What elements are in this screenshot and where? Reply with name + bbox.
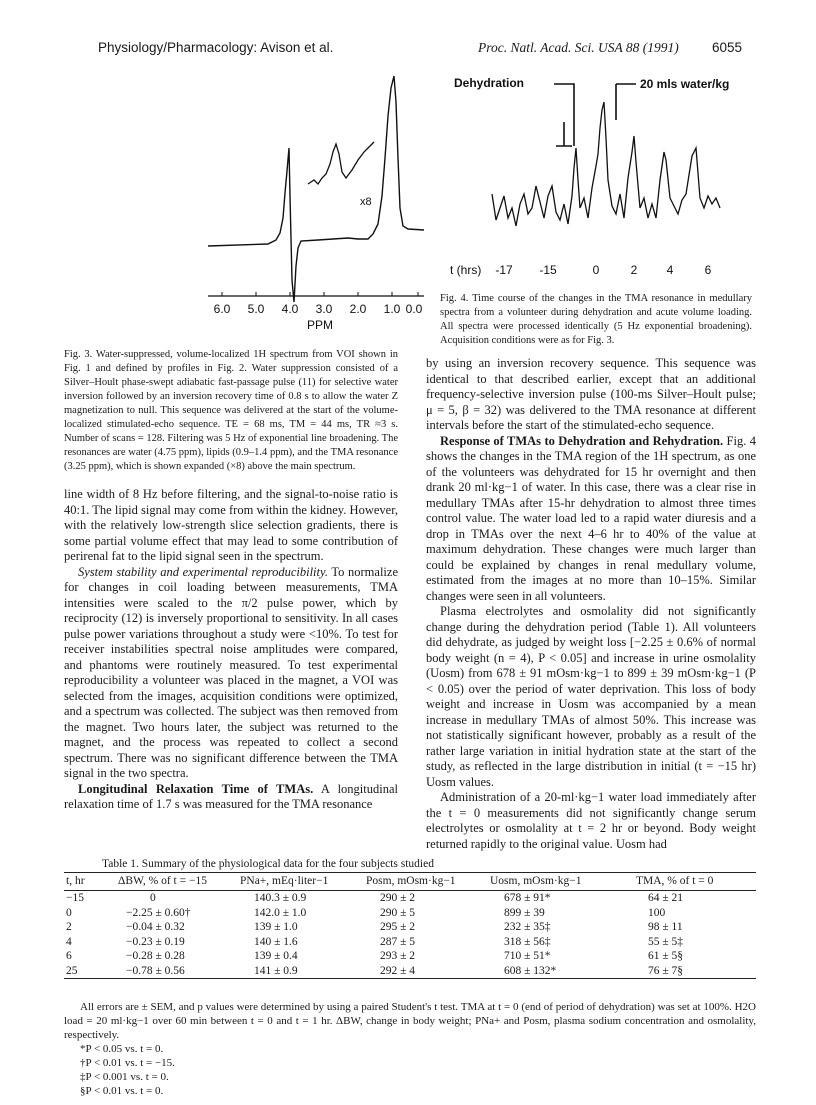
time-label: 0 [592, 263, 600, 277]
time-label: 6 [704, 263, 712, 277]
paragraph [64, 782, 398, 813]
table-cell: 0 [66, 906, 72, 919]
paragraph: Administration of a 20-ml·kg−1 water load immediately after the t = 0 measurements did not significantly change serum electrolytes or osmolality at t = 2 hr or beyond. Body weight returned rapidly to the original value. Uosm had [426, 790, 756, 851]
table-cell: 295 ± 2 [380, 921, 416, 934]
table-title: Table 1. Summary of the physiological data for the four subjects studied [102, 858, 434, 870]
figure-4-time-course [444, 68, 744, 288]
table-cell: 232 ± 35‡ [504, 921, 551, 934]
paragraph-body: A longitudinal relaxation time of 1.7 s was measured for the TMA resonance [64, 781, 398, 811]
time-label: -17 [495, 263, 513, 277]
table-cell: −15 [66, 892, 84, 905]
footnote: ‡P < 0.001 vs. t = 0. [80, 1071, 169, 1083]
figure-3-spectrum [208, 68, 424, 330]
table-cell: 290 ± 5 [380, 906, 416, 919]
x-tick-label: 4.0 [281, 302, 299, 316]
figure-4-caption: Fig. 4. Time course of the changes in the TMA resonance in medullary spectra from a volunteer during dehydration and acute volume loading. All spectra were processed identically (5 Hz exponential broadening). Acquisition conditions were as for Fig. 3. [440, 293, 752, 346]
table-cell: 0 [150, 892, 156, 905]
paragraph: line width of 8 Hz before filtering, and the signal-to-noise ratio is 40:1. The lipid signal may come from within the kidney. However, with the relatively low-strength slice selection gradients, there is some partial volume effect that may lead to some contribution of perirenal fat to the lipid signal seen in the spectrum. [64, 487, 398, 563]
water-load-label: 20 mls water/kg [640, 77, 730, 91]
table-header: t, hr [66, 875, 85, 887]
table-cell: 142.0 ± 1.0 [254, 906, 307, 919]
table-header: Posm, mOsm·kg−1 [366, 875, 456, 887]
paragraph: by using an inversion recovery sequence. This sequence was identical to that described earlier, except that an additional frequency-selective inversion pulse (100-ms Silver–Hoult pulse; μ = 5, β = 32) was delivered to the TMA resonance at different intervals before the start of the stimulated-echo sequence. [426, 356, 756, 432]
time-label: -15 [539, 263, 557, 277]
table-cell: 139 ± 0.4 [254, 950, 298, 963]
table-cell: 899 ± 39 [504, 906, 545, 919]
table-cell: 318 ± 56‡ [504, 935, 551, 948]
paragraph [426, 434, 756, 605]
x-tick-label: 1.0 [383, 302, 401, 316]
footnote: *P < 0.05 vs. t = 0. [80, 1043, 164, 1055]
x-tick-label: 0.0 [405, 302, 423, 316]
page-number: 6055 [712, 40, 743, 55]
table-row [64, 964, 756, 979]
time-label: 2 [630, 263, 638, 277]
footnote: §P < 0.01 vs. t = 0. [80, 1085, 164, 1097]
footnote: †P < 0.01 vs. t = −15. [80, 1057, 175, 1069]
table-footnotes [64, 1000, 756, 1098]
table-cell: 55 ± 5‡ [648, 935, 684, 948]
table-cell: 64 ± 21 [648, 892, 684, 905]
table-row [64, 920, 756, 935]
table-cell: 710 ± 51* [504, 950, 551, 963]
table-row [64, 891, 756, 906]
inset-scale-label: x8 [360, 196, 372, 208]
x-tick-label: 3.0 [315, 302, 333, 316]
right-column [426, 356, 756, 852]
table-cell: 25 [66, 964, 78, 977]
table-cell: 292 ± 4 [380, 964, 416, 977]
journal-citation: Proc. Natl. Acad. Sci. USA 88 (1991) [478, 40, 679, 55]
table-cell: 290 ± 2 [380, 892, 416, 905]
table-cell: 100 [648, 906, 666, 919]
table-cell: 76 ± 7§ [648, 964, 684, 977]
x-tick-label: 5.0 [247, 302, 265, 316]
table-cell: 2 [66, 921, 72, 934]
table-cell: 608 ± 132* [504, 964, 557, 977]
table-cell: 293 ± 2 [380, 950, 416, 963]
table-cell: −0.04 ± 0.32 [126, 921, 185, 934]
table-note: All errors are ± SEM, and p values were determined by using a paired Student's t test. TMA at t = 0 (end of period of dehydration) was set at 100%. H2O load = 20 ml·kg−1 over 60 min between t = 0 and t = 1 hr. ΔBW, change in body weight; PNa+ and Posm, plasma sodium concentration and osmolality, respectively. [64, 1001, 756, 1041]
table-cell: −0.23 ± 0.19 [126, 935, 185, 948]
table-cell: 140 ± 1.6 [254, 935, 298, 948]
table-cell: 678 ± 91* [504, 892, 551, 905]
table-cell: 6 [66, 950, 72, 963]
x-tick-label: 2.0 [349, 302, 367, 316]
section-heading: Response of TMAs to Dehydration and Rehydration. [440, 433, 724, 448]
table-row [64, 935, 756, 950]
table-row [64, 906, 756, 921]
figure-3-caption: Fig. 3. Water-suppressed, volume-localized 1H spectrum from VOI shown in Fig. 1 and defined by profiles in Fig. 2. Water suppression consisted of a Silver–Hoult phase-swept adiabatic fast-passage pulse (11) for selective water inversion followed by an inversion recovery time of 0.8 s to allow the water Z magnetization to null. This sequence was delivered at the start of the volume-localized stimulated-echo sequence. TE = 68 ms, TM = 44 ms, TR ≈3 s. Number of scans = 128. Filtering was 5 Hz of exponential line broadening. The resonances are water (4.75 ppm), lipids (0.9–1.4 ppm), and the TMA resonance (3.25 ppm), which is shown expanded (×8) above the main spectrum. [64, 349, 398, 472]
spectrum-trace [208, 76, 424, 302]
table-cell: 61 ± 5§ [648, 950, 684, 963]
table-cell: 140.3 ± 0.9 [254, 892, 307, 905]
section-heading: Longitudinal Relaxation Time of TMAs. [78, 781, 314, 796]
dehydration-marker [554, 84, 574, 146]
time-axis-label: t (hrs) [450, 263, 482, 277]
table-header: PNa+, mEq·liter−1 [240, 875, 329, 887]
paragraph-body: Fig. 4 shows the changes in the TMA region of the 1H spectrum, as one of the volunteers was dehydrated for 15 hr overnight and then drank 20 ml·kg−1 of water. In this case, there was a clear rise in medullary TMAs after 15-hr dehydration to almost three times control value. The water load led to a rapid water diuresis and a drop in TMAs over the next 4–6 hr to 40% of the value at maximum dehydration. These changes were much larger than could be explained by changes in renal medullary volume, estimated from the images at no more than 10–15%. Similar changes were seen in all volunteers. [426, 433, 756, 603]
table-cell: 4 [66, 935, 72, 948]
paragraph: Plasma electrolytes and osmolality did not significantly change during the dehydration period (Table 1). All volunteers did dehydrate, as judged by weight loss [−2.25 ± 0.6% of normal body weight (n = 4), P < 0.05] and increase in urine osmolality (Uosm) from 678 ± 91 mOsm·kg−1 to 899 ± 39 mOsm·kg−1 (P < 0.05) over the period of water deprivation. This loss of body weight and increase in Uosm was accompanied by a mean increase in medullary TMAs of almost 50%. This increase was not statistically significant however, probably as a result of the rather large variation in initial hydration state at the start of the study, as reflected in the large distribution in initial (t = −15 hr) Uosm values. [426, 604, 756, 789]
table-cell: 287 ± 5 [380, 935, 416, 948]
table-header: ΔBW, % of t = −15 [118, 875, 207, 887]
table-cell: −0.78 ± 0.56 [126, 964, 185, 977]
inset-trace [308, 142, 374, 184]
table-cell: 139 ± 1.0 [254, 921, 298, 934]
table-cell: 141 ± 0.9 [254, 964, 298, 977]
table-1 [64, 873, 756, 979]
dehydration-label: Dehydration [454, 76, 525, 90]
table-cell: −2.25 ± 0.60† [126, 906, 191, 919]
tma-series-trace [492, 102, 720, 226]
time-label: 4 [666, 263, 674, 277]
x-tick-label: 6.0 [213, 302, 231, 316]
table-row [64, 949, 756, 964]
left-column [64, 487, 398, 813]
x-axis-label: PPM [306, 318, 334, 330]
water-marker [616, 84, 636, 120]
table-header: Uosm, mOsm·kg−1 [490, 875, 582, 887]
table-header: TMA, % of t = 0 [636, 875, 714, 887]
paragraph-body: To normalize for changes in coil loading between measurements, TMA intensities were scaled to the π/2 pulse power, which by reciprocity (12) is inversely proportional to sensitivity. In all cases pulse power variations throughout a study were <10%. To test for receiver instabilities spectral noise amplitudes were compared, and phantoms were routinely measured. To test experimental reproducibility a volunteer was placed in the magnet, a VOI was selected from the images, acquisition conditions were optimized, and a spectrum was collected. The subject was then removed from the magnet. Two hours later, the subject was returned to the magnet, and the process was repeated to collect a second spectrum. There was no significant difference between the TMA signal in the two spectra. [64, 564, 398, 780]
table-cell: 98 ± 11 [648, 921, 683, 934]
paragraph [64, 565, 398, 782]
subsection-heading: System stability and experimental reproducibility. [78, 564, 328, 579]
table-cell: −0.28 ± 0.28 [126, 950, 185, 963]
running-header: Physiology/Pharmacology: Avison et al. [98, 40, 334, 55]
